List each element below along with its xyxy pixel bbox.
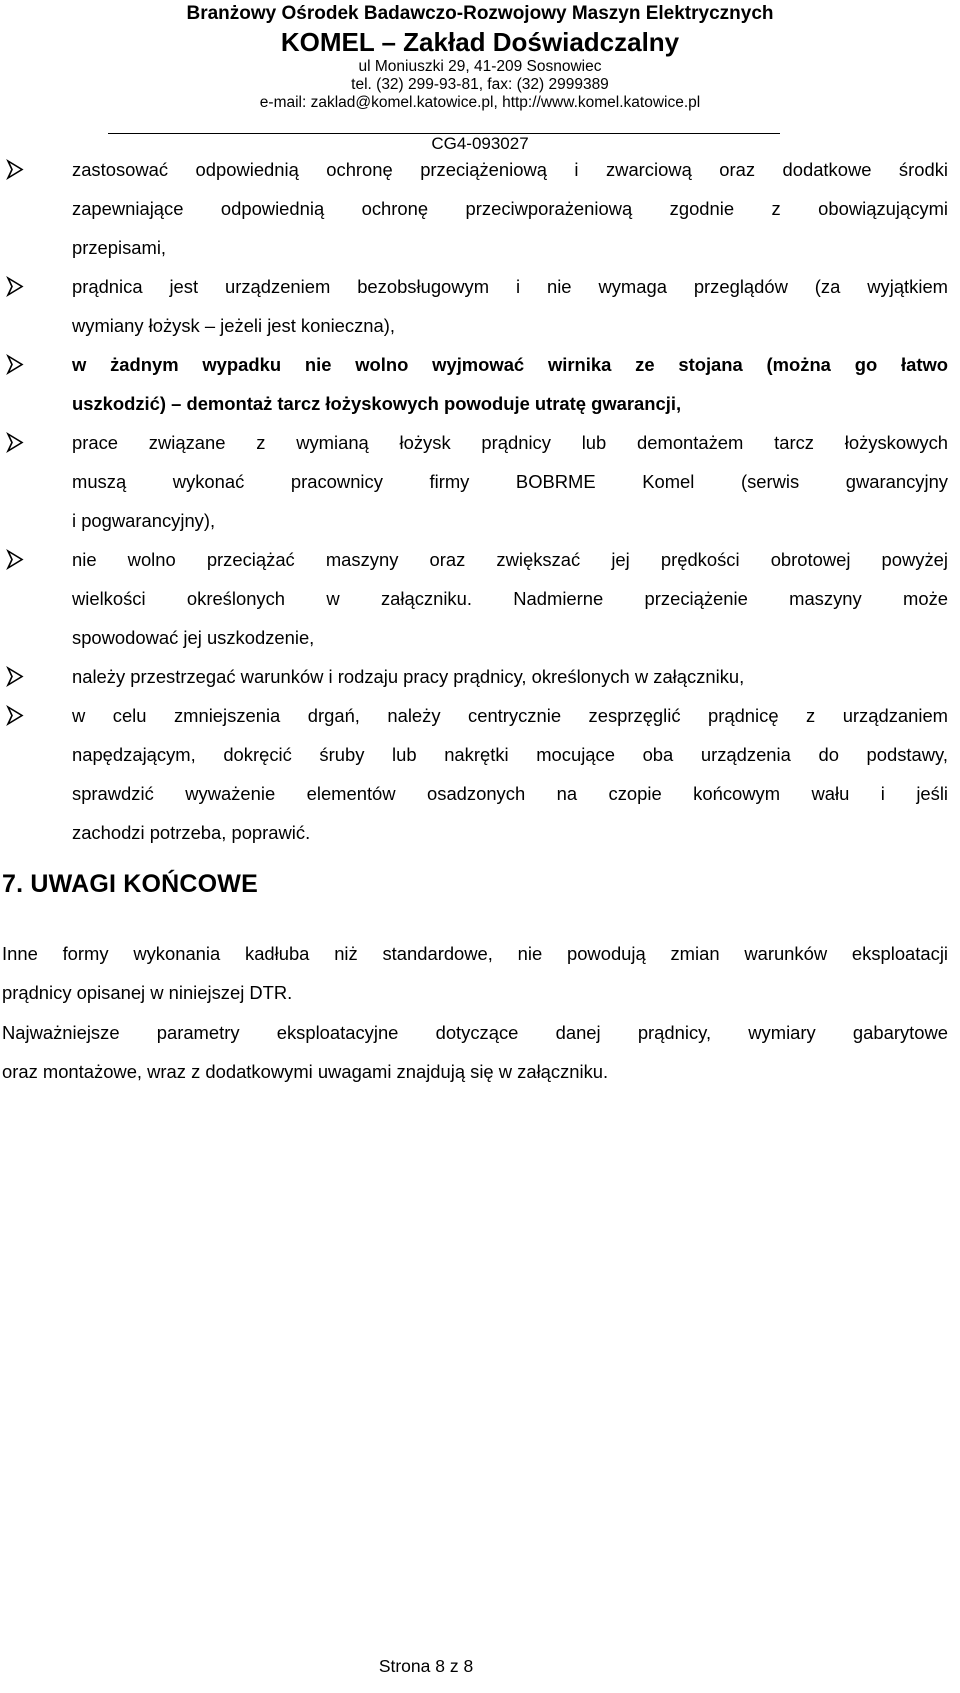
arrowhead-bullet-icon (2, 150, 32, 189)
list-item-line: muszą wykonać pracownicy firmy BOBRME Komel (serwis gwarancyjny (72, 471, 948, 492)
list-item-line: w żadnym wypadku nie wolno wyjmować wirnika ze stojana (można go łatwo (72, 354, 948, 375)
arrowhead-bullet-icon (2, 267, 32, 306)
paragraph-line: Najważniejsze parametry eksploatacyjne dotyczące danej prądnicy, wymiary gabarytowe (2, 1022, 948, 1043)
list-item-line: w celu zmniejszenia drgań, należy centrycznie zesprzęglić prądnicę z urządzaniem (72, 705, 948, 726)
list-item-line: sprawdzić wyważenie elementów osadzonych na czopie końcowym wału i jeśli (72, 783, 948, 804)
list-item-line: wymiany łożysk – jeżeli jest konieczna), (72, 315, 395, 336)
list-item (0, 657, 960, 696)
document-id: CG4-093027 (431, 134, 529, 153)
instruction-list (0, 150, 960, 852)
list-item-line: wielkości określonych w załączniku. Nadmierne przeciążenie maszyny może (72, 588, 948, 609)
list-item (0, 423, 960, 540)
phone-fax: tel. (32) 299-93-81, fax: (32) 2999389 (351, 76, 609, 93)
list-item-line: przepisami, (72, 237, 167, 258)
list-item (0, 696, 960, 852)
arrowhead-bullet-icon (2, 540, 32, 579)
paragraph-line: oraz montażowe, wraz z dodatkowymi uwagami znajdują się w załączniku. (2, 1061, 609, 1082)
arrowhead-bullet-icon (2, 696, 32, 735)
list-item-line: zachodzi potrzeba, poprawić. (72, 822, 311, 843)
list-item-line: należy przestrzegać warunków i rodzaju pracy prądnicy, określonych w załączniku, (72, 666, 745, 687)
institute-name: Branżowy Ośrodek Badawczo-Rozwojowy Maszyn Elektrycznych (186, 3, 774, 24)
paragraph (2, 934, 948, 1012)
email-website[interactable]: e-mail: zaklad@komel.katowice.pl, http://www.komel.katowice.pl (259, 94, 701, 111)
paragraph-line: Inne formy wykonania kadłuba niż standardowe, nie powodują zmian warunków eksploatacji (2, 943, 948, 964)
list-item-warning (0, 345, 960, 423)
list-item-line: prace związane z wymianą łożysk prądnicy lub demontażem tarcz łożyskowych (72, 432, 948, 453)
list-item (0, 540, 960, 657)
arrowhead-bullet-icon (2, 345, 32, 384)
list-item-line: nie wolno przeciążać maszyny oraz zwiększać jej prędkości obrotowej powyżej (72, 549, 948, 570)
arrowhead-bullet-icon (2, 657, 32, 696)
list-item-line: spowodować jej uszkodzenie, (72, 627, 315, 648)
company-name: KOMEL – Zakład Doświadczalny (280, 27, 680, 57)
list-item (0, 150, 960, 267)
list-item-line: i pogwarancyjny), (72, 510, 216, 531)
list-item-line: prądnica jest urządzeniem bezobsługowym i nie wymaga przeglądów (za wyjątkiem (72, 276, 948, 297)
paragraph-line: prądnicy opisanej w niniejszej DTR. (2, 982, 293, 1003)
arrowhead-bullet-icon (2, 423, 32, 462)
address: ul Moniuszki 29, 41-209 Sosnowiec (358, 58, 602, 75)
list-item-line: uszkodzić) – demontaż tarcz łożyskowych powoduje utratę gwarancji, (72, 393, 682, 414)
letterhead (0, 0, 960, 112)
section-heading: 7. UWAGI KOŃCOWE (2, 870, 258, 898)
list-item-line: zastosować odpowiednią ochronę przeciążeniową i zwarciową oraz dodatkowe środki (72, 159, 948, 180)
paragraph (2, 1013, 948, 1091)
list-item-line: zapewniające odpowiednią ochronę przeciwporażeniową zgodnie z obowiązującymi (72, 198, 948, 219)
page-number: Strona 8 z 8 (378, 1656, 474, 1676)
list-item (0, 267, 960, 345)
list-item-line: napędzającym, dokręcić śruby lub nakrętki mocujące oba urządzenia do podstawy, (72, 744, 948, 765)
